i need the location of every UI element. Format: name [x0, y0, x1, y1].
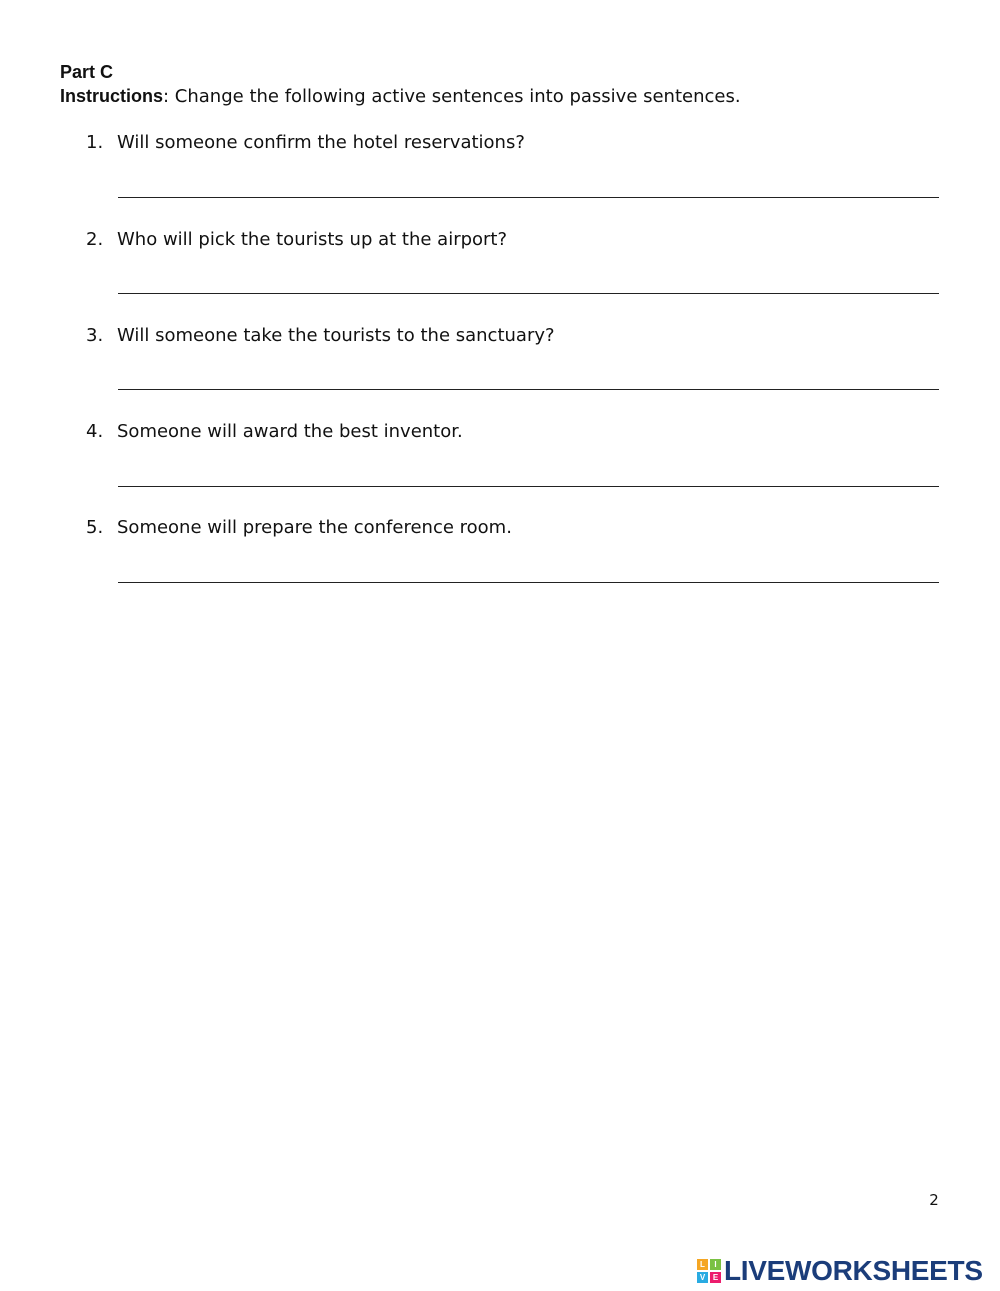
liveworksheets-brand — [697, 1256, 983, 1286]
question-text: Someone will prepare the conference room. — [117, 517, 512, 538]
question-3 — [86, 324, 555, 348]
logo-tile-l: L — [697, 1259, 708, 1270]
question-5 — [86, 516, 512, 540]
brand-text: LIVEWORKSHEETS — [724, 1255, 983, 1286]
answer-line-1[interactable] — [118, 197, 939, 198]
page-number: 2 — [929, 1191, 939, 1209]
logo-tile-e: E — [710, 1272, 721, 1283]
question-text: Who will pick the tourists up at the airport? — [117, 229, 508, 250]
liveworksheets-logo-icon — [697, 1259, 721, 1283]
question-number: 3. — [86, 325, 104, 346]
question-text: Will someone confirm the hotel reservations? — [117, 132, 525, 153]
question-1 — [86, 131, 525, 155]
instructions-text: : Change the following active sentences into passive sentences. — [163, 86, 741, 107]
question-number: 5. — [86, 517, 104, 538]
part-title: Part C — [60, 62, 114, 82]
instructions-label: Instructions — [60, 86, 164, 106]
answer-line-3[interactable] — [118, 389, 939, 390]
answer-line-4[interactable] — [118, 486, 939, 487]
answer-line-5[interactable] — [118, 582, 939, 583]
question-number: 2. — [86, 229, 104, 250]
question-text: Will someone take the tourists to the sanctuary? — [117, 325, 555, 346]
question-number: 4. — [86, 421, 104, 442]
logo-tile-v: V — [697, 1272, 708, 1283]
instructions — [60, 84, 741, 109]
logo-tile-i: I — [710, 1259, 721, 1270]
question-text: Someone will award the best inventor. — [117, 421, 463, 442]
question-number: 1. — [86, 132, 104, 153]
answer-line-2[interactable] — [118, 293, 939, 294]
question-2 — [86, 228, 507, 252]
question-4 — [86, 420, 463, 444]
